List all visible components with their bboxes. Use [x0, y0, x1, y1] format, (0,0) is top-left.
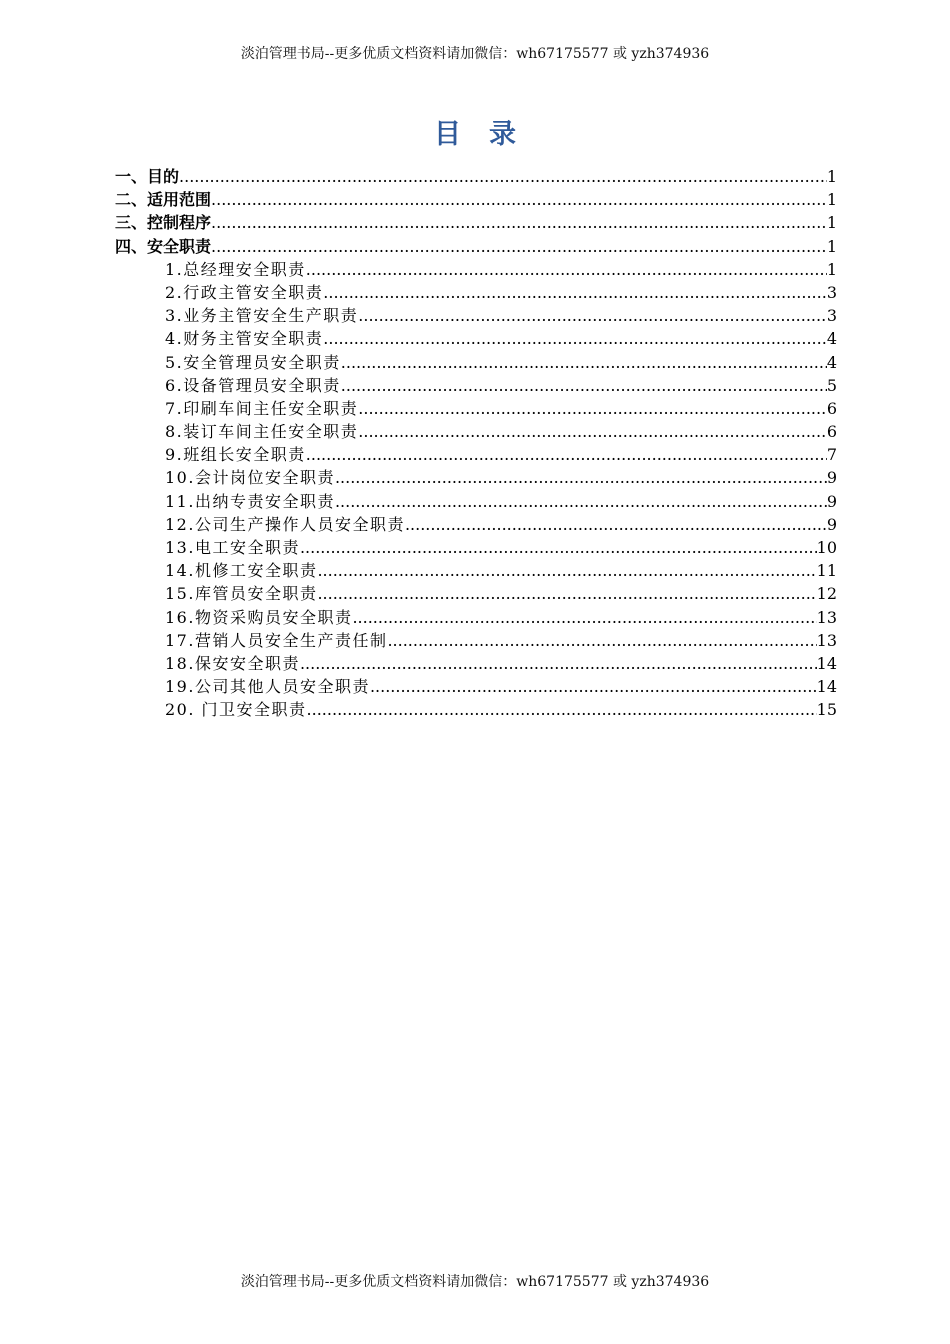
toc-dot-leader: [352, 606, 816, 629]
toc-dot-leader: [317, 559, 816, 582]
toc-entry-page-number: 14: [816, 677, 837, 697]
toc-entry[interactable]: [115, 536, 837, 559]
toc-entry-page-number: 9: [826, 514, 837, 534]
toc-entry[interactable]: [115, 466, 837, 489]
toc-dot-leader: [323, 327, 827, 350]
toc-entry-label: 19.公司其他人员安全职责: [165, 677, 370, 697]
toc-dot-leader: [335, 490, 827, 513]
toc-entry[interactable]: [115, 327, 837, 350]
toc-entry-page-number: 14: [816, 653, 837, 673]
toc-dot-leader: [211, 188, 827, 211]
toc-entry-page-number: 3: [826, 306, 837, 326]
toc-entry[interactable]: [115, 397, 837, 420]
toc-entry-page-number: 1: [826, 259, 837, 279]
toc-dot-leader: [358, 420, 827, 443]
toc-entry[interactable]: [115, 211, 837, 234]
toc-entry-page-number: 15: [816, 700, 837, 720]
toc-entry-page-number: 6: [826, 398, 837, 418]
toc-entry-label: 17.营销人员安全生产责任制: [165, 630, 388, 650]
toc-entry[interactable]: [115, 304, 837, 327]
toc-entry[interactable]: [115, 652, 837, 675]
toc-dot-leader: [306, 258, 827, 281]
toc-entry[interactable]: [115, 235, 837, 258]
toc-entry-label: 16.物资采购员安全职责: [165, 607, 353, 627]
toc-dot-leader: [211, 235, 827, 258]
toc-dot-leader: [307, 698, 817, 721]
toc-entry-label: 12.公司生产操作人员安全职责: [165, 514, 405, 534]
toc-entry-label: 9.班组长安全职责: [165, 445, 306, 465]
page-footer: 淡泊管理书局--更多优质文档资料请加微信：wh67175577 或 yzh374936: [240, 1274, 710, 1290]
toc-entry-page-number: 7: [826, 445, 837, 465]
toc-dot-leader: [358, 397, 827, 420]
toc-entry-label: 20. 门卫安全职责: [165, 700, 307, 720]
toc-entry[interactable]: [115, 165, 837, 188]
toc-dot-leader: [317, 582, 816, 605]
toc-entry-page-number: 1: [826, 236, 837, 256]
toc-dot-leader: [341, 351, 827, 374]
toc-entry[interactable]: [115, 629, 837, 652]
toc-entry[interactable]: [115, 420, 837, 443]
toc-entry-label: 14.机修工安全职责: [165, 561, 318, 581]
toc-entry[interactable]: [115, 513, 837, 536]
toc-entry-page-number: 1: [826, 167, 837, 186]
toc-entry-label: 13.电工安全职责: [165, 538, 300, 557]
toc-entry-page-number: 3: [826, 282, 837, 302]
toc-entry-label: 18.保安安全职责: [165, 653, 300, 673]
toc-entry-page-number: 4: [826, 329, 837, 349]
toc-entry[interactable]: [115, 490, 837, 513]
toc-entry[interactable]: [115, 258, 837, 281]
toc-dot-leader: [300, 652, 817, 675]
toc-entry-page-number: 5: [826, 375, 837, 395]
toc-entry-label: 8.装订车间主任安全职责: [165, 422, 359, 442]
toc-entry-label: 6.设备管理员安全职责: [165, 375, 341, 395]
toc-entry[interactable]: [115, 559, 837, 582]
toc-dot-leader: [300, 536, 817, 559]
toc-entry[interactable]: [115, 582, 837, 605]
page-header: 淡泊管理书局--更多优质文档资料请加微信：wh67175577 或 yzh374936: [240, 46, 710, 62]
toc-entry-label: 5.安全管理员安全职责: [165, 352, 341, 372]
toc-entry-label: 11.出纳专责安全职责: [165, 491, 335, 511]
toc-entry[interactable]: [115, 698, 837, 721]
toc-dot-leader: [306, 443, 827, 466]
toc-entry[interactable]: [115, 188, 837, 211]
toc-entry-label: 四、安全职责: [115, 236, 212, 256]
toc-entry-label: 一、目的: [115, 167, 180, 186]
toc-entry[interactable]: [115, 374, 837, 397]
toc-dot-leader: [335, 466, 827, 489]
toc-entry-label: 10.会计岗位安全职责: [165, 468, 335, 488]
toc-entry-label: 2.行政主管安全职责: [165, 282, 324, 302]
toc-entry-label: 3.业务主管安全生产职责: [165, 306, 359, 326]
toc-entry-label: 二、适用范围: [115, 190, 212, 210]
toc-entry-label: 三、控制程序: [115, 213, 212, 233]
toc-entry-page-number: 4: [826, 352, 837, 372]
page-title: 目录: [434, 119, 544, 150]
toc-dot-leader: [179, 165, 827, 188]
toc-dot-leader: [405, 513, 827, 536]
toc-entry-label: 1.总经理安全职责: [165, 259, 306, 279]
toc-dot-leader: [211, 211, 827, 234]
toc-entry-label: 15.库管员安全职责: [165, 584, 318, 604]
toc-entry-label: 4.财务主管安全职责: [165, 329, 324, 349]
toc-entry-page-number: 9: [826, 468, 837, 488]
toc-dot-leader: [323, 281, 827, 304]
table-of-contents: [115, 165, 837, 722]
toc-entry-page-number: 1: [826, 190, 837, 210]
toc-entry[interactable]: [115, 675, 837, 698]
toc-entry-page-number: 13: [816, 630, 837, 650]
toc-entry[interactable]: [115, 351, 837, 374]
toc-entry-page-number: 1: [826, 213, 837, 233]
toc-entry[interactable]: [115, 281, 837, 304]
toc-entry-label: 7.印刷车间主任安全职责: [165, 398, 359, 418]
toc-entry-page-number: 6: [826, 422, 837, 442]
toc-entry-page-number: 9: [826, 491, 837, 511]
toc-dot-leader: [341, 374, 827, 397]
toc-dot-leader: [387, 629, 816, 652]
toc-entry-page-number: 13: [816, 607, 837, 627]
toc-entry-page-number: 10: [816, 538, 837, 557]
toc-entry[interactable]: [115, 443, 837, 466]
toc-entry-page-number: 11: [816, 561, 837, 581]
toc-entry[interactable]: [115, 606, 837, 629]
toc-entry-page-number: 12: [816, 584, 837, 604]
toc-dot-leader: [370, 675, 817, 698]
toc-dot-leader: [358, 304, 827, 327]
